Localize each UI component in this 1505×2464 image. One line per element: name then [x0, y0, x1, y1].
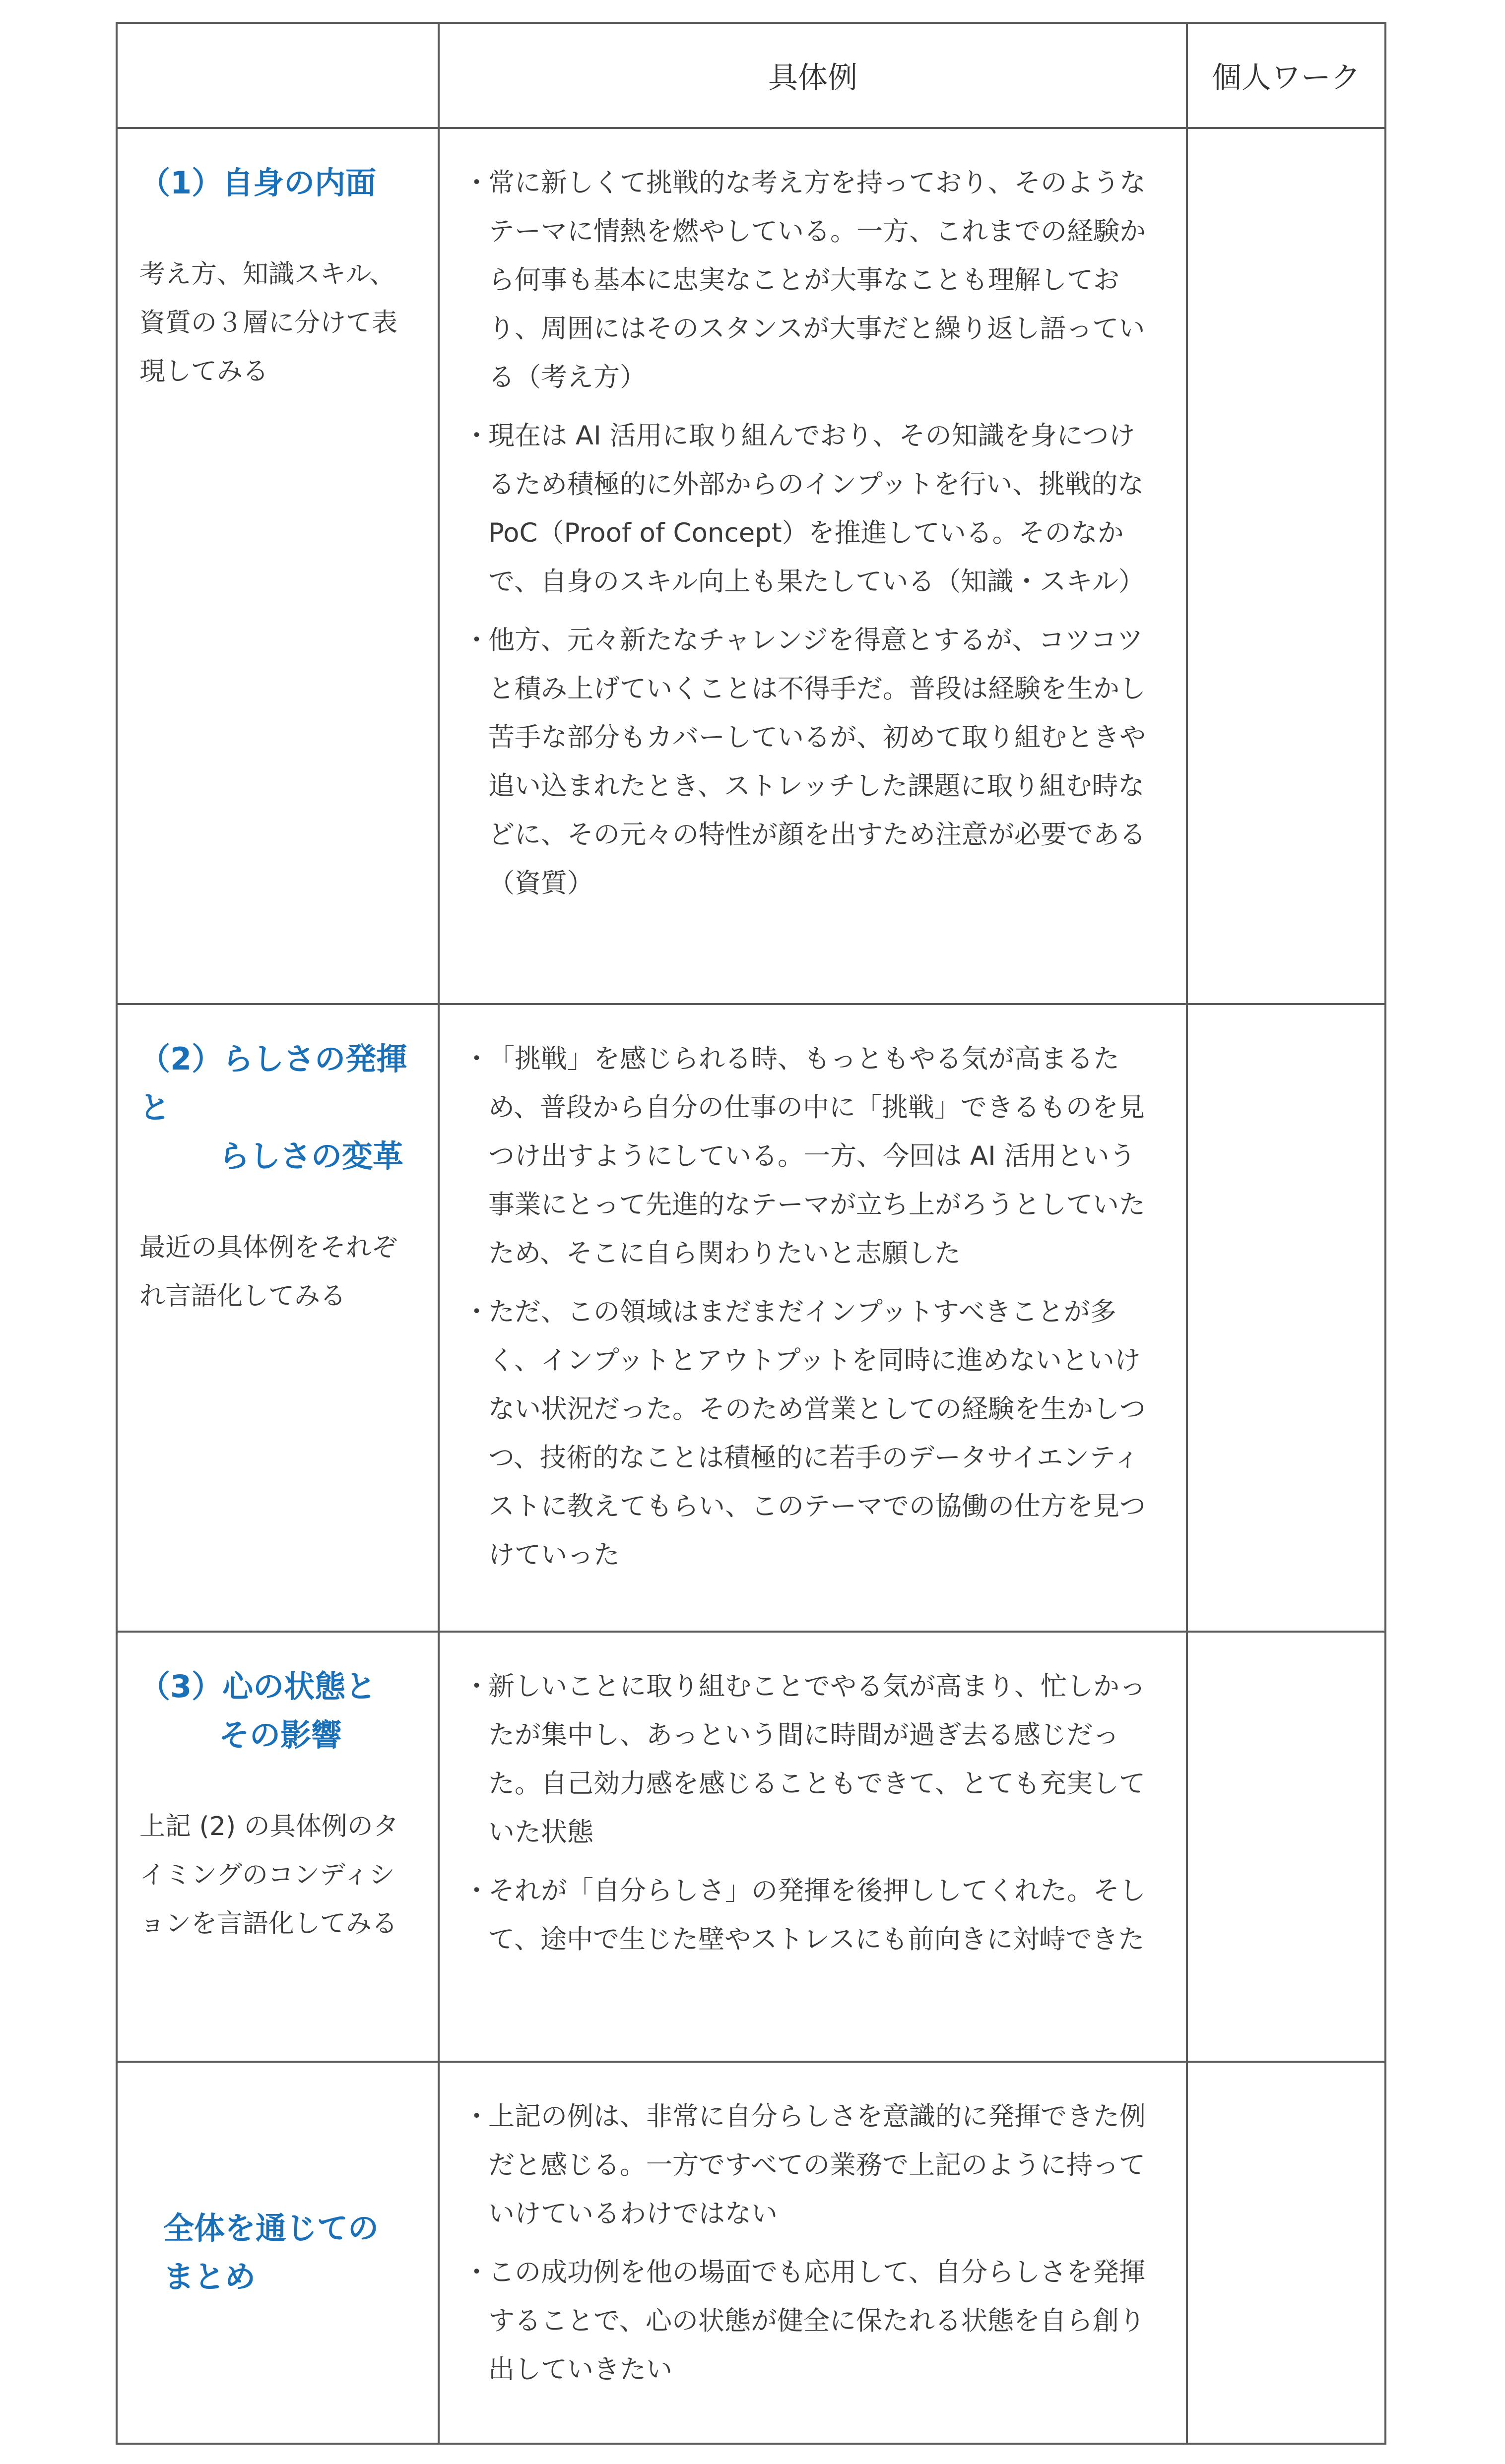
category-title-line2: らしさの変革 — [219, 1138, 404, 1174]
personal-work-cell[interactable] — [1187, 128, 1385, 1004]
examples-cell — [439, 2062, 1187, 2444]
category-cell — [117, 1004, 439, 1632]
bullet-icon: ・ — [463, 2101, 490, 2132]
category-cell — [117, 1632, 439, 2062]
header-personal-work: 個人ワーク — [1187, 23, 1385, 128]
category-description: 上記 (2) の具体例のタイミングのコンディションを言語化してみる — [139, 1812, 399, 1939]
example-text: 現在は AI 活用に取り組んでおり、その知識を身につけるため積極的に外部からのインプットを行い、挑戦的な PoC（Proof of Concept）を推進している。そのなかで、自身のスキル向上も果たしている（知識・スキル） — [488, 421, 1145, 597]
category-description: 考え方、知識スキル、資質の３層に分けて表現してみる — [139, 259, 398, 386]
table-row — [117, 128, 1385, 1004]
category-title-line1: （1）自身の内面 — [139, 165, 377, 201]
bullet-icon: ・ — [463, 1044, 490, 1074]
table-row — [117, 1004, 1385, 1632]
summary-title-line2: まとめ — [163, 2259, 256, 2295]
example-text: ただ、この領域はまだまだインプットすべきことが多く、インプットとアウトプットを同時に進めないといけない状況だった。そのため営業としての経験を生かしつつ、技術的なことは積極的に若手のデータサイエンティストに教えてもらい、このテーマでの協働の仕方を見つけていった — [488, 1297, 1146, 1570]
example-text: 上記の例は、非常に自分らしさを意識的に発揮できた例だと感じる。一方ですべての業務で上記のように持っていけているわけではない — [488, 2101, 1146, 2229]
table-row — [117, 1632, 1385, 2062]
header-examples: 具体例 — [439, 23, 1187, 128]
list-item — [459, 616, 1157, 908]
list-item — [459, 1288, 1157, 1579]
examples-cell — [439, 128, 1187, 1004]
category-title-line2: その影響 — [219, 1717, 342, 1753]
header-category — [117, 23, 439, 128]
examples-cell — [439, 1004, 1187, 1632]
table-row — [117, 2062, 1385, 2444]
example-text: 「挑戦」を感じられる時、もっともやる気が高まるため、普段から自分の仕事の中に「挑戦」できるものを見つけ出すようにしている。一方、今回は AI 活用という事業にとって先進的なテーマが立ち上がろうとしていたため、そこに自ら関わりたいと志願した — [488, 1044, 1145, 1268]
examples-cell — [439, 1632, 1187, 2062]
category-title — [139, 1035, 416, 1181]
list-item — [459, 159, 1157, 402]
list-item — [459, 1035, 1157, 1278]
list-item — [459, 2092, 1157, 2238]
example-text: 新しいことに取り組むことでやる気が高まり、忙しかったが集中し、あっという間に時間が過ぎ去る感じだった。自己効力感を感じることもできて、とても充実していた状態 — [488, 1671, 1146, 1847]
category-title-line1: （2）らしさの発揮と — [139, 1041, 407, 1126]
list-item — [459, 1867, 1157, 1964]
example-text: 常に新しくて挑戦的な考え方を持っており、そのようなテーマに情熱を燃やしている。一方、これまでの経験から何事も基本に忠実なことが大事なことも理解しており、周囲にはそのスタンスが大事だと繰り返し語っている（考え方） — [488, 168, 1146, 392]
example-text: 他方、元々新たなチャレンジを得意とするが、コツコツと積み上げていくことは不得手だ。普段は経験を生かし苦手な部分もカバーしているが、初めて取り組むときや追い込まれたとき、ストレッチした課題に取り組む時などに、その元々の特性が顔を出すため注意が必要である（資質） — [488, 625, 1146, 898]
bullet-icon: ・ — [463, 168, 490, 198]
summary-title — [137, 2204, 418, 2301]
summary-title-line1: 全体を通じての — [163, 2210, 379, 2246]
category-title-line1: （3）心の状態と — [139, 1668, 377, 1705]
list-item — [459, 412, 1157, 606]
example-text: それが「自分らしさ」の発揮を後押ししてくれた。そして、途中で生じた壁やストレスにも前向きに対峙できた — [488, 1876, 1146, 1955]
bullet-icon: ・ — [463, 2257, 490, 2287]
example-text: この成功例を他の場面でも応用して、自分らしさを発揮することで、心の状態が健全に保たれる状態を自ら創り出していきたい — [488, 2257, 1145, 2385]
table-header-row — [117, 23, 1385, 128]
worksheet-table — [116, 22, 1386, 2445]
bullet-icon: ・ — [463, 1297, 490, 1327]
category-cell — [117, 128, 439, 1004]
personal-work-cell[interactable] — [1187, 2062, 1385, 2444]
list-item — [459, 2248, 1157, 2394]
bullet-icon: ・ — [463, 625, 490, 655]
bullet-icon: ・ — [463, 1876, 490, 1906]
category-title — [139, 159, 416, 207]
category-description: 最近の具体例をそれぞれ言語化してみる — [139, 1233, 398, 1311]
category-cell — [117, 2062, 439, 2444]
worksheet-table-container — [116, 22, 1384, 2443]
bullet-icon: ・ — [463, 421, 490, 451]
bullet-icon: ・ — [463, 1671, 490, 1702]
personal-work-cell[interactable] — [1187, 1632, 1385, 2062]
personal-work-cell[interactable] — [1187, 1004, 1385, 1632]
list-item — [459, 1662, 1157, 1857]
category-title — [139, 1662, 416, 1760]
